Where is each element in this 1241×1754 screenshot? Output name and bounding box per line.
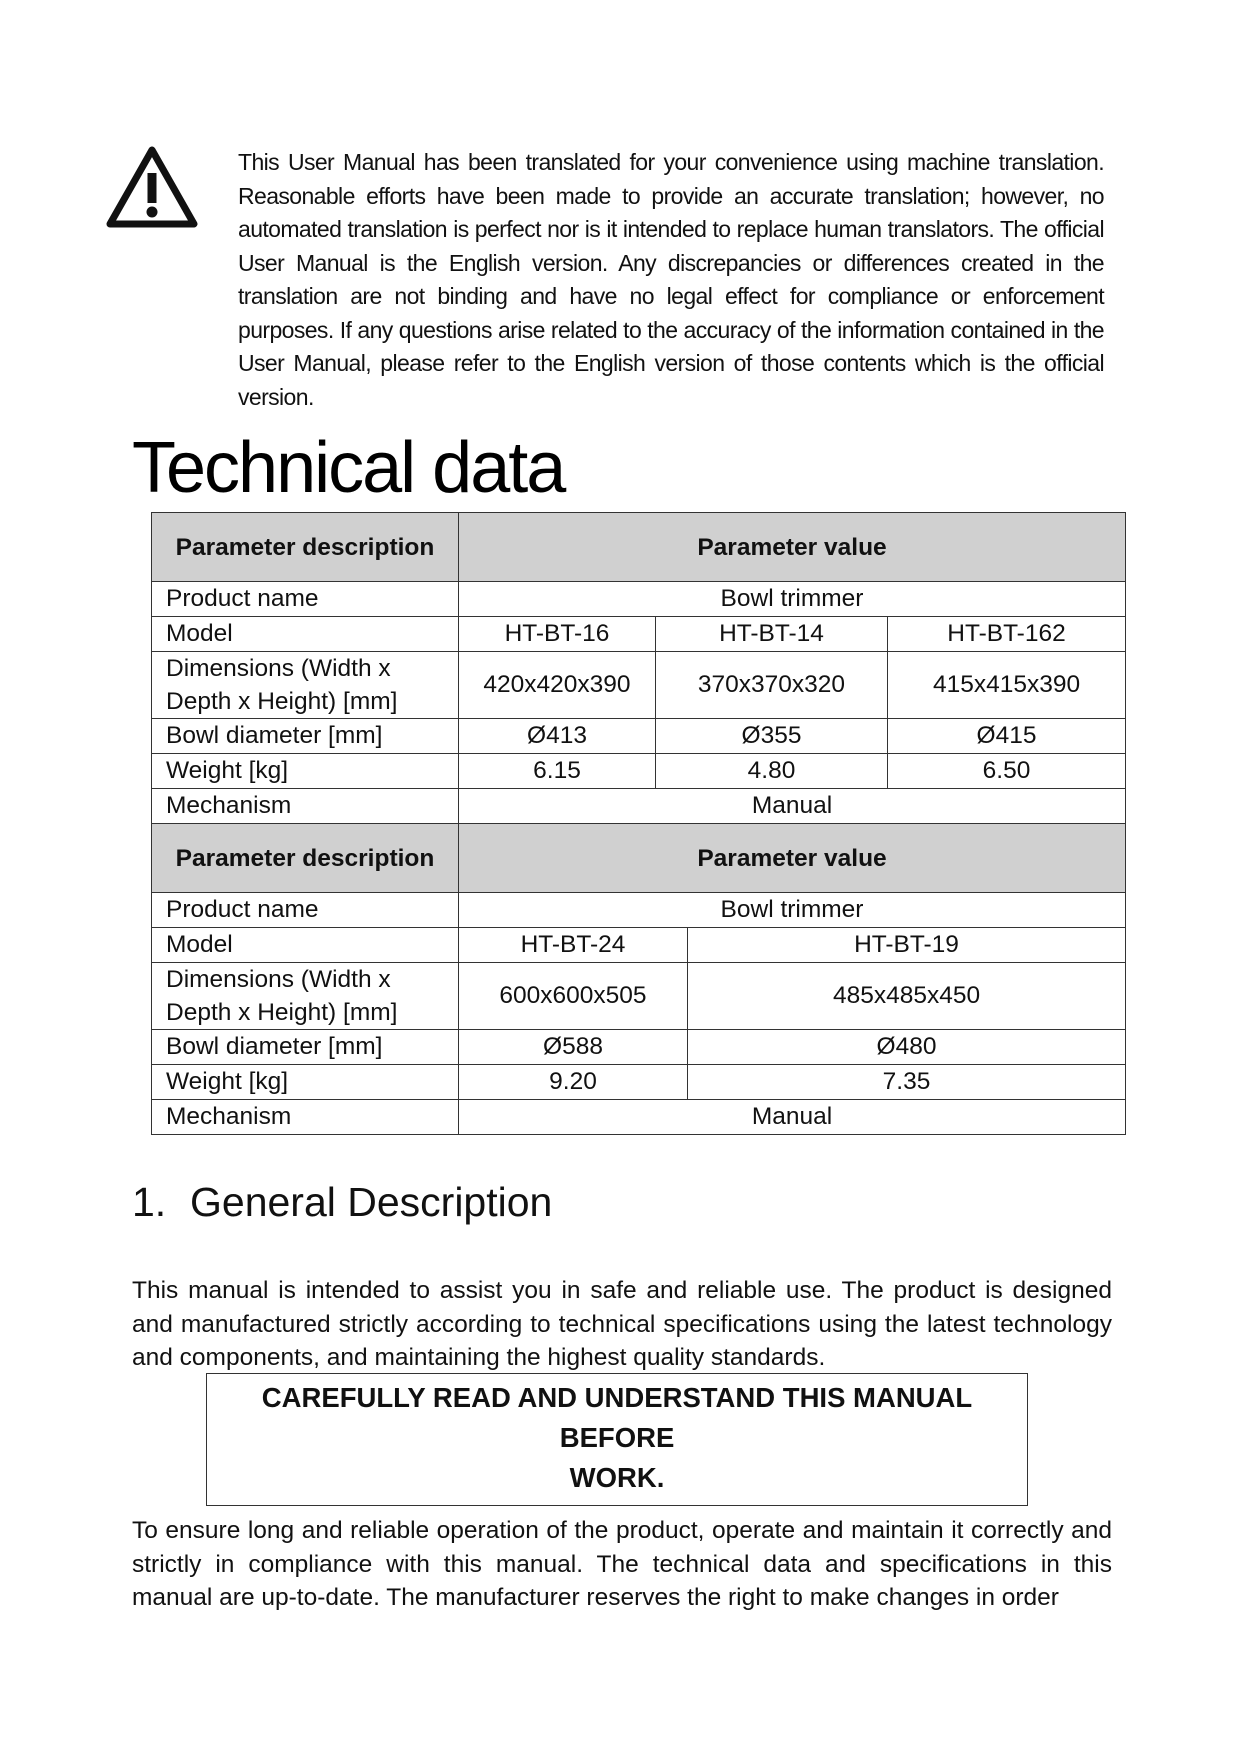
row-label-dimensions: Dimensions (Width x Depth x Height) [mm] [152,652,459,719]
model-cell: HT-BT-16 [459,617,656,652]
weight-cell: 6.50 [888,754,1126,789]
read-manual-notice [206,1373,1028,1506]
product-name-value: Bowl trimmer [459,893,1126,928]
row-label-model: Model [152,928,459,963]
section-number: 1. [132,1179,167,1225]
weight-cell: 4.80 [656,754,888,789]
table-row [152,928,1126,963]
row-label-weight: Weight [kg] [152,754,459,789]
intro-paragraph: This manual is intended to assist you in safe and reliable use. The product is designed and manufactured strictly according to technical specifications using the latest technology and components, and maintaining the highest quality standards. [132,1277,1112,1371]
row-label-product-name: Product name [152,893,459,928]
weight-cell: 9.20 [459,1065,688,1100]
row-label-product-name: Product name [152,582,459,617]
notice-line: WORK. [569,1462,665,1493]
table-row [152,582,1126,617]
weight-cell: 6.15 [459,754,656,789]
table-row [152,1065,1126,1100]
row-label-dimensions: Dimensions (Width x Depth x Height) [mm] [152,963,459,1030]
table-row [152,1100,1126,1135]
table-row [152,652,1126,719]
table-row [152,1030,1126,1065]
table-row [152,719,1126,754]
row-label-model: Model [152,617,459,652]
mechanism-value: Manual [459,1100,1126,1135]
model-cell: HT-BT-19 [688,928,1126,963]
model-cell: HT-BT-24 [459,928,688,963]
table-header-row [152,824,1126,893]
model-cell: HT-BT-162 [888,617,1126,652]
weight-cell: 7.35 [688,1065,1126,1100]
row-label-bowl-diameter: Bowl diameter [mm] [152,1030,459,1065]
row-label-bowl-diameter: Bowl diameter [mm] [152,719,459,754]
page-title: Technical data [132,428,565,508]
dimensions-cell: 485x485x450 [688,963,1126,1030]
header-parameter-description: Parameter description [152,824,459,893]
dimensions-cell: 415x415x390 [888,652,1126,719]
table-row [152,963,1126,1030]
row-label-weight: Weight [kg] [152,1065,459,1100]
operation-paragraph: To ensure long and reliable operation of the product, operate and maintain it correctly and strictly in compliance with this manual. The technical data and specifications in this manual are up-to-date. The manufacturer reserves the right to make changes in order [132,1517,1112,1611]
model-cell: HT-BT-14 [656,617,888,652]
table-row [152,754,1126,789]
section-heading [132,1178,552,1226]
bowl-diameter-cell: Ø415 [888,719,1126,754]
table-row [152,789,1126,824]
header-parameter-value: Parameter value [459,513,1126,582]
row-label-mechanism: Mechanism [152,789,459,824]
technical-data-table [151,512,1126,1135]
notice-line: CAREFULLY READ AND UNDERSTAND THIS MANUAL [261,1382,973,1413]
table-header-row [152,513,1126,582]
mechanism-value: Manual [459,789,1126,824]
bowl-diameter-cell: Ø480 [688,1030,1126,1065]
dimensions-cell: 370x370x320 [656,652,888,719]
dimensions-cell: 420x420x390 [459,652,656,719]
notice-line: BEFORE [559,1422,675,1453]
header-parameter-value: Parameter value [459,824,1126,893]
bowl-diameter-cell: Ø588 [459,1030,688,1065]
translation-disclaimer: This User Manual has been translated for your convenience using machine translation. Reasonable efforts have been made to provide an accurate translation; however, no automated translation is perfect nor is it intended to replace human translators. The official User Manual is the English version. Any discrepancies or differences created in the translation are not binding and have no legal effect for compliance or enforcement purposes. If any questions arise related to the accuracy of the information contained in the User Manual, please refer to the English version of those contents which is the official version. [238,149,1104,410]
warning-triangle-icon [106,145,198,229]
product-name-value: Bowl trimmer [459,582,1126,617]
bowl-diameter-cell: Ø355 [656,719,888,754]
bowl-diameter-cell: Ø413 [459,719,656,754]
table-row [152,617,1126,652]
table-row [152,893,1126,928]
row-label-mechanism: Mechanism [152,1100,459,1135]
section-title: General Description [190,1179,553,1225]
dimensions-cell: 600x600x505 [459,963,688,1030]
header-parameter-description: Parameter description [152,513,459,582]
